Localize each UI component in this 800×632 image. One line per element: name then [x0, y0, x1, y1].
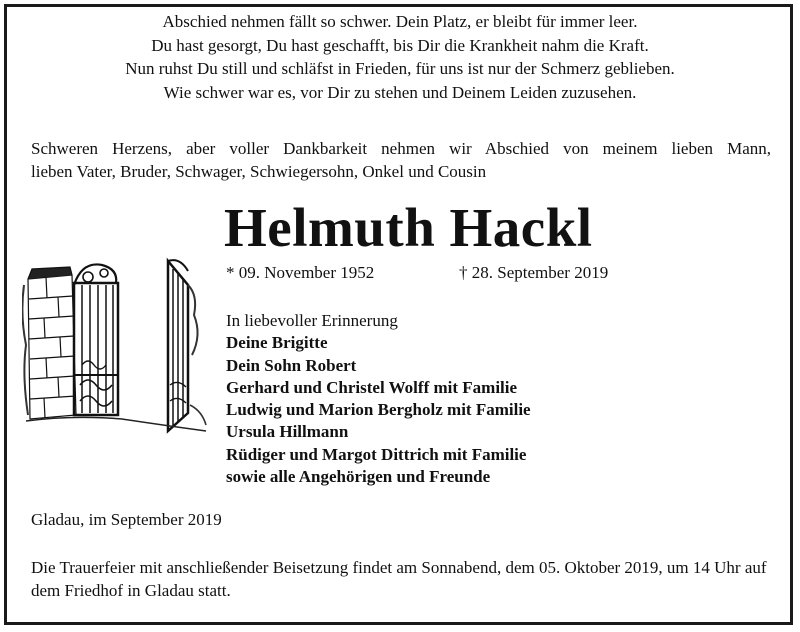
- intro-line-2: lieben Vater, Bruder, Schwager, Schwiegersohn, Onkel und Cousin: [31, 162, 487, 181]
- poem-line: Du hast gesorgt, Du hast geschafft, bis Dir die Krankheit nahm die Kraft.: [151, 35, 649, 55]
- mourners-block: [226, 310, 531, 488]
- deceased-name: Helmuth Hackl: [224, 197, 593, 258]
- birth-date: * 09. November 1952: [226, 263, 375, 282]
- mourner-name: sowie alle Angehörigen und Freunde: [226, 467, 491, 487]
- mourner-name: Gerhard und Christel Wolff mit Familie: [226, 377, 518, 397]
- intro-line-1: Schweren Herzens, aber voller Dankbarkeit nehmen wir Abschied von meinem lieben Mann,: [31, 139, 771, 158]
- death-date: † 28. September 2019: [459, 263, 609, 282]
- mourner-name: Deine Brigitte: [226, 333, 328, 353]
- place-and-date: Gladau, im September 2019: [31, 510, 222, 529]
- intro-text: [31, 137, 771, 183]
- funeral-info: Die Trauerfeier mit anschließender Beisetzung findet am Sonnabend, dem 05. Oktober 2019, um 14 Uhr auf dem Friedhof in Gladau statt.: [31, 558, 767, 600]
- poem-line: Wie schwer war es, vor Dir zu stehen und Deinem Leiden zuzusehen.: [163, 82, 637, 102]
- mourner-name: Dein Sohn Robert: [226, 355, 357, 375]
- left-gate-wing: [74, 264, 118, 415]
- mourner-name: Rüdiger und Margot Dittrich mit Familie: [226, 444, 527, 464]
- mourner-name: Ursula Hillmann: [226, 422, 349, 442]
- stone-pillar: [22, 267, 76, 419]
- mourners-heading: In liebevoller Erinnerung: [226, 311, 398, 330]
- poem-line: Abschied nehmen fällt so schwer. Dein Platz, er bleibt für immer leer.: [162, 12, 638, 31]
- poem-line: Nun ruhst Du still und schläfst in Frieden, für uns ist nur der Schmerz geblieben.: [125, 59, 675, 78]
- mourner-name: Ludwig und Marion Bergholz mit Familie: [226, 400, 531, 420]
- open-gate-icon: [22, 255, 208, 435]
- right-gate-wing: [168, 260, 206, 431]
- poem: [0, 10, 800, 104]
